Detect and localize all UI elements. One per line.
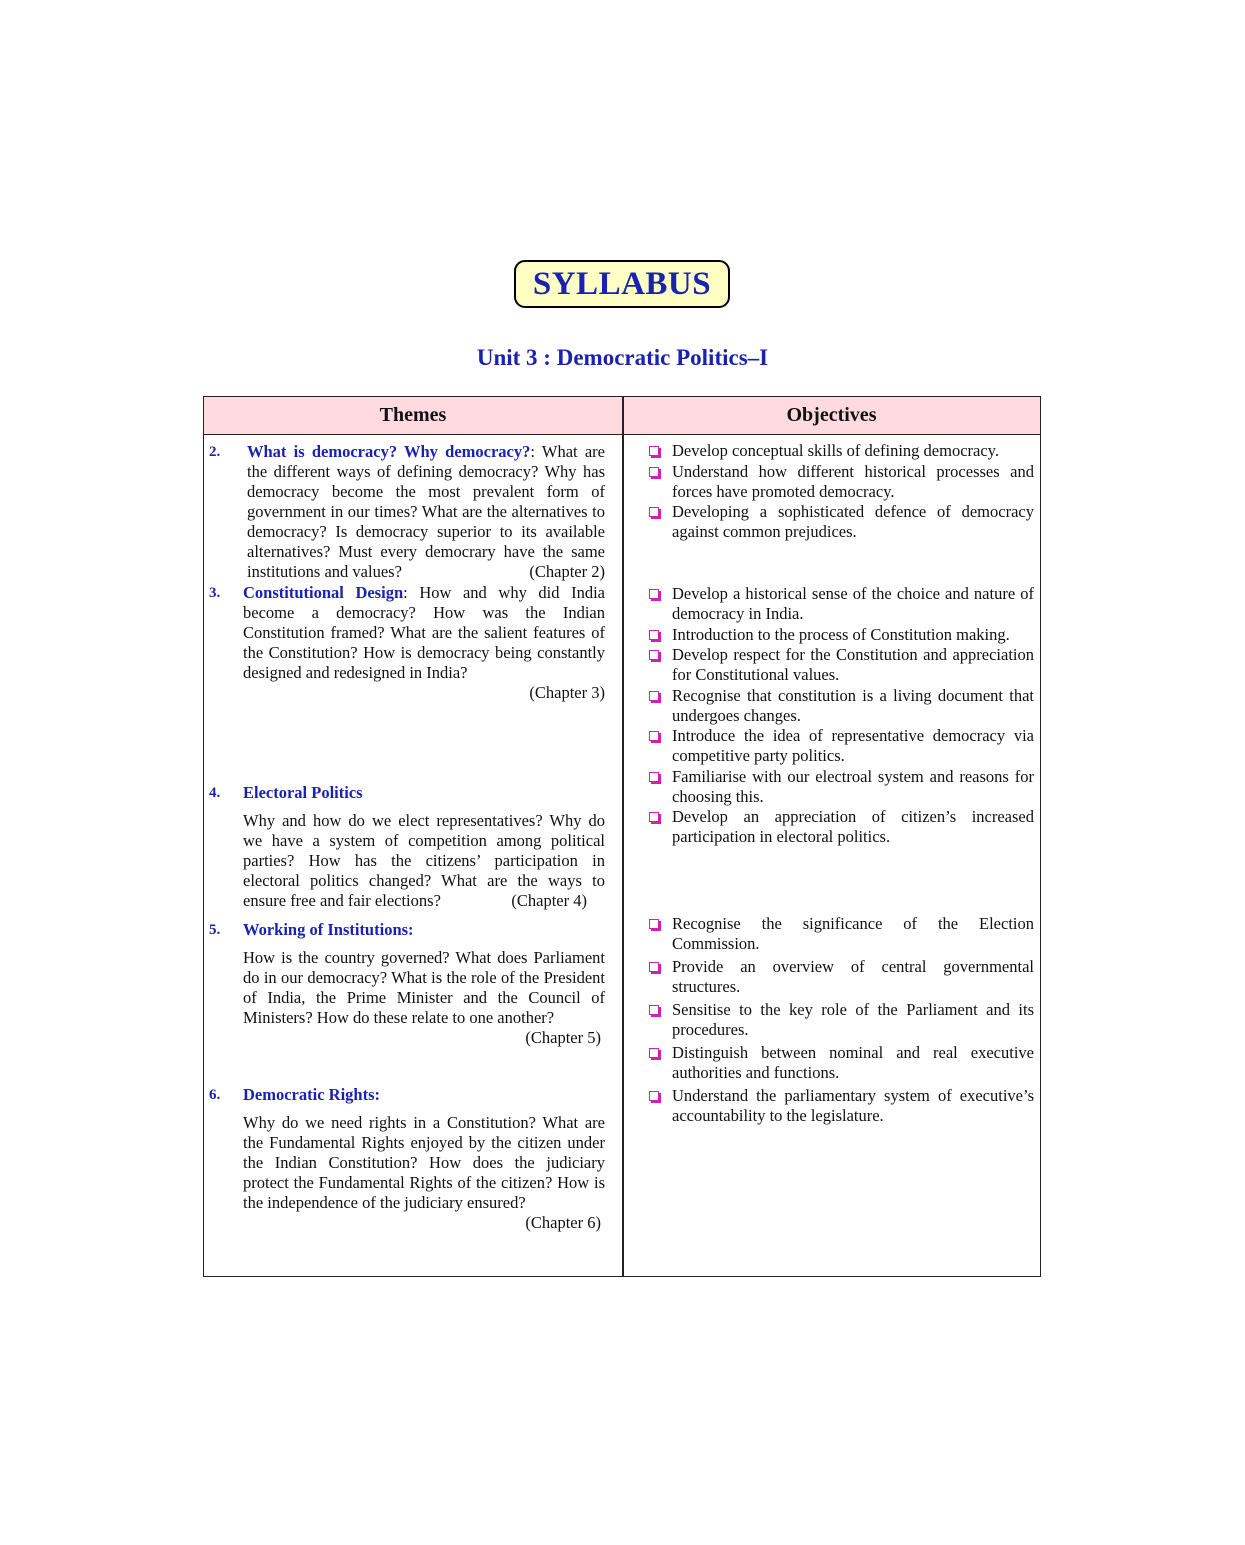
theme-body: What are the different ways of defining democracy? Why has democracy become the most prevalent form of government in our times? What are the alternatives to democracy? Is democracy superior to its available alternatives? Must every democrary have the same institutions and values? xyxy=(247,442,605,581)
hollow-square-bullet-icon xyxy=(649,446,659,456)
hollow-square-bullet-icon xyxy=(649,630,659,640)
theme-title: Working of Institutions: xyxy=(243,920,414,939)
chapter-ref: (Chapter 6) xyxy=(525,1213,601,1232)
objective-item: Introduce the idea of representative democracy via competitive party politics. xyxy=(644,726,1034,766)
hollow-square-bullet-icon xyxy=(649,1091,659,1101)
unit-heading: Unit 3 : Democratic Politics–I xyxy=(476,345,769,370)
objective-item: Develop conceptual skills of defining democracy. xyxy=(644,441,1034,461)
objectives-header: Objectives xyxy=(786,404,877,426)
theme-number: 3. xyxy=(209,585,221,601)
objective-item: Understand the parliamentary system of executive’s accountability to the legislature. xyxy=(644,1086,1034,1126)
page-title: SYLLABUS xyxy=(532,265,712,302)
themes-header: Themes xyxy=(379,404,447,426)
hollow-square-bullet-icon xyxy=(649,919,659,929)
hollow-square-bullet-icon xyxy=(649,962,659,972)
theme-body: How is the country governed? What does Parliament do in our democracy? What is the role of the President of India, the Prime Minister and the Council of Ministers? How do these relate to one another? xyxy=(243,948,605,1027)
hollow-square-bullet-icon xyxy=(649,772,659,782)
theme-text xyxy=(243,1085,605,1233)
theme-title: Electoral Politics xyxy=(243,783,363,802)
objective-item: Recognise the significance of the Election Commission. xyxy=(644,914,1034,954)
theme-number: 4. xyxy=(209,785,221,801)
objective-item: Familiarise with our electroal system and reasons for choosing this. xyxy=(644,767,1034,807)
hollow-square-bullet-icon xyxy=(649,507,659,517)
objective-item: Recognise that constitution is a living document that undergoes changes. xyxy=(644,686,1034,726)
hollow-square-bullet-icon xyxy=(649,650,659,660)
objective-item: Develop a historical sense of the choice and nature of democracy in India. xyxy=(644,584,1034,624)
theme-body: Why do we need rights in a Constitution? What are the Fundamental Rights enjoyed by the citizen under the Indian Constitution? How does the judiciary protect the Fundamental Rights of the citizen? How is the independence of the judiciary ensured? xyxy=(243,1113,605,1212)
theme-text xyxy=(243,920,605,1048)
objectives-group-3 xyxy=(644,914,1034,1127)
theme-text xyxy=(243,783,605,911)
syllabus-table xyxy=(203,396,1041,1277)
objectives-group-1 xyxy=(644,441,1034,543)
objectives-group-2 xyxy=(644,584,1034,848)
objective-item: Develop respect for the Constitution and appreciation for Constitutional values. xyxy=(644,645,1034,685)
objective-item: Developing a sophisticated defence of democracy against common prejudices. xyxy=(644,502,1034,542)
objective-item: Sensitise to the key role of the Parliament and its procedures. xyxy=(644,1000,1034,1040)
hollow-square-bullet-icon xyxy=(649,731,659,741)
chapter-ref: (Chapter 4) xyxy=(511,891,587,910)
objective-item: Understand how different historical processes and forces have promoted democracy. xyxy=(644,462,1034,502)
theme-body: How and why did India become a democracy? How was the Indian Constitution framed? What are the salient features of the Constitution? How is democracy being constantly designed and redesigned in India? xyxy=(243,583,605,682)
chapter-ref: (Chapter 5) xyxy=(525,1028,601,1047)
hollow-square-bullet-icon xyxy=(649,691,659,701)
objective-item: Develop an appreciation of citizen’s increased participation in electoral politics. xyxy=(644,807,1034,847)
hollow-square-bullet-icon xyxy=(649,812,659,822)
objective-item: Introduction to the process of Constitution making. xyxy=(644,625,1034,645)
syllabus-title-box xyxy=(514,260,730,308)
theme-title: What is democracy? Why democracy? xyxy=(247,442,531,461)
theme-body: Why and how do we elect representatives? Why do we have a system of competition among political parties? How has the citizens’ participation in electoral politics changed? What are the ways to ensure free and fair elections? xyxy=(243,811,605,910)
hollow-square-bullet-icon xyxy=(649,1048,659,1058)
objective-item: Distinguish between nominal and real executive authorities and functions. xyxy=(644,1043,1034,1083)
hollow-square-bullet-icon xyxy=(649,467,659,477)
theme-number: 2. xyxy=(209,444,221,460)
column-divider xyxy=(622,397,624,1276)
hollow-square-bullet-icon xyxy=(649,589,659,599)
theme-number: 5. xyxy=(209,922,221,938)
theme-text: Constitutional Design: How and why did India become a democracy? How was the Indian Constitution framed? What are the salient features of the Constitution? How is democracy being constantly designed and redesigned in India? (Chapter 3) xyxy=(243,583,605,702)
theme-title: Democratic Rights: xyxy=(243,1085,380,1104)
chapter-ref: (Chapter 3) xyxy=(529,683,605,702)
theme-text: What is democracy? Why democracy?: What are the different ways of defining democracy? Why has democracy become the most prevalent form of government in our times? What are the alternatives to democracy? Is democracy superior to its available alternatives? Must every democrary have the same institutions and values? (Chapter 2) xyxy=(247,442,605,581)
chapter-ref: (Chapter 2) xyxy=(529,562,605,581)
theme-number: 6. xyxy=(209,1087,221,1103)
hollow-square-bullet-icon xyxy=(649,1005,659,1015)
theme-title: Constitutional Design xyxy=(243,583,404,602)
objective-item: Provide an overview of central governmental structures. xyxy=(644,957,1034,997)
